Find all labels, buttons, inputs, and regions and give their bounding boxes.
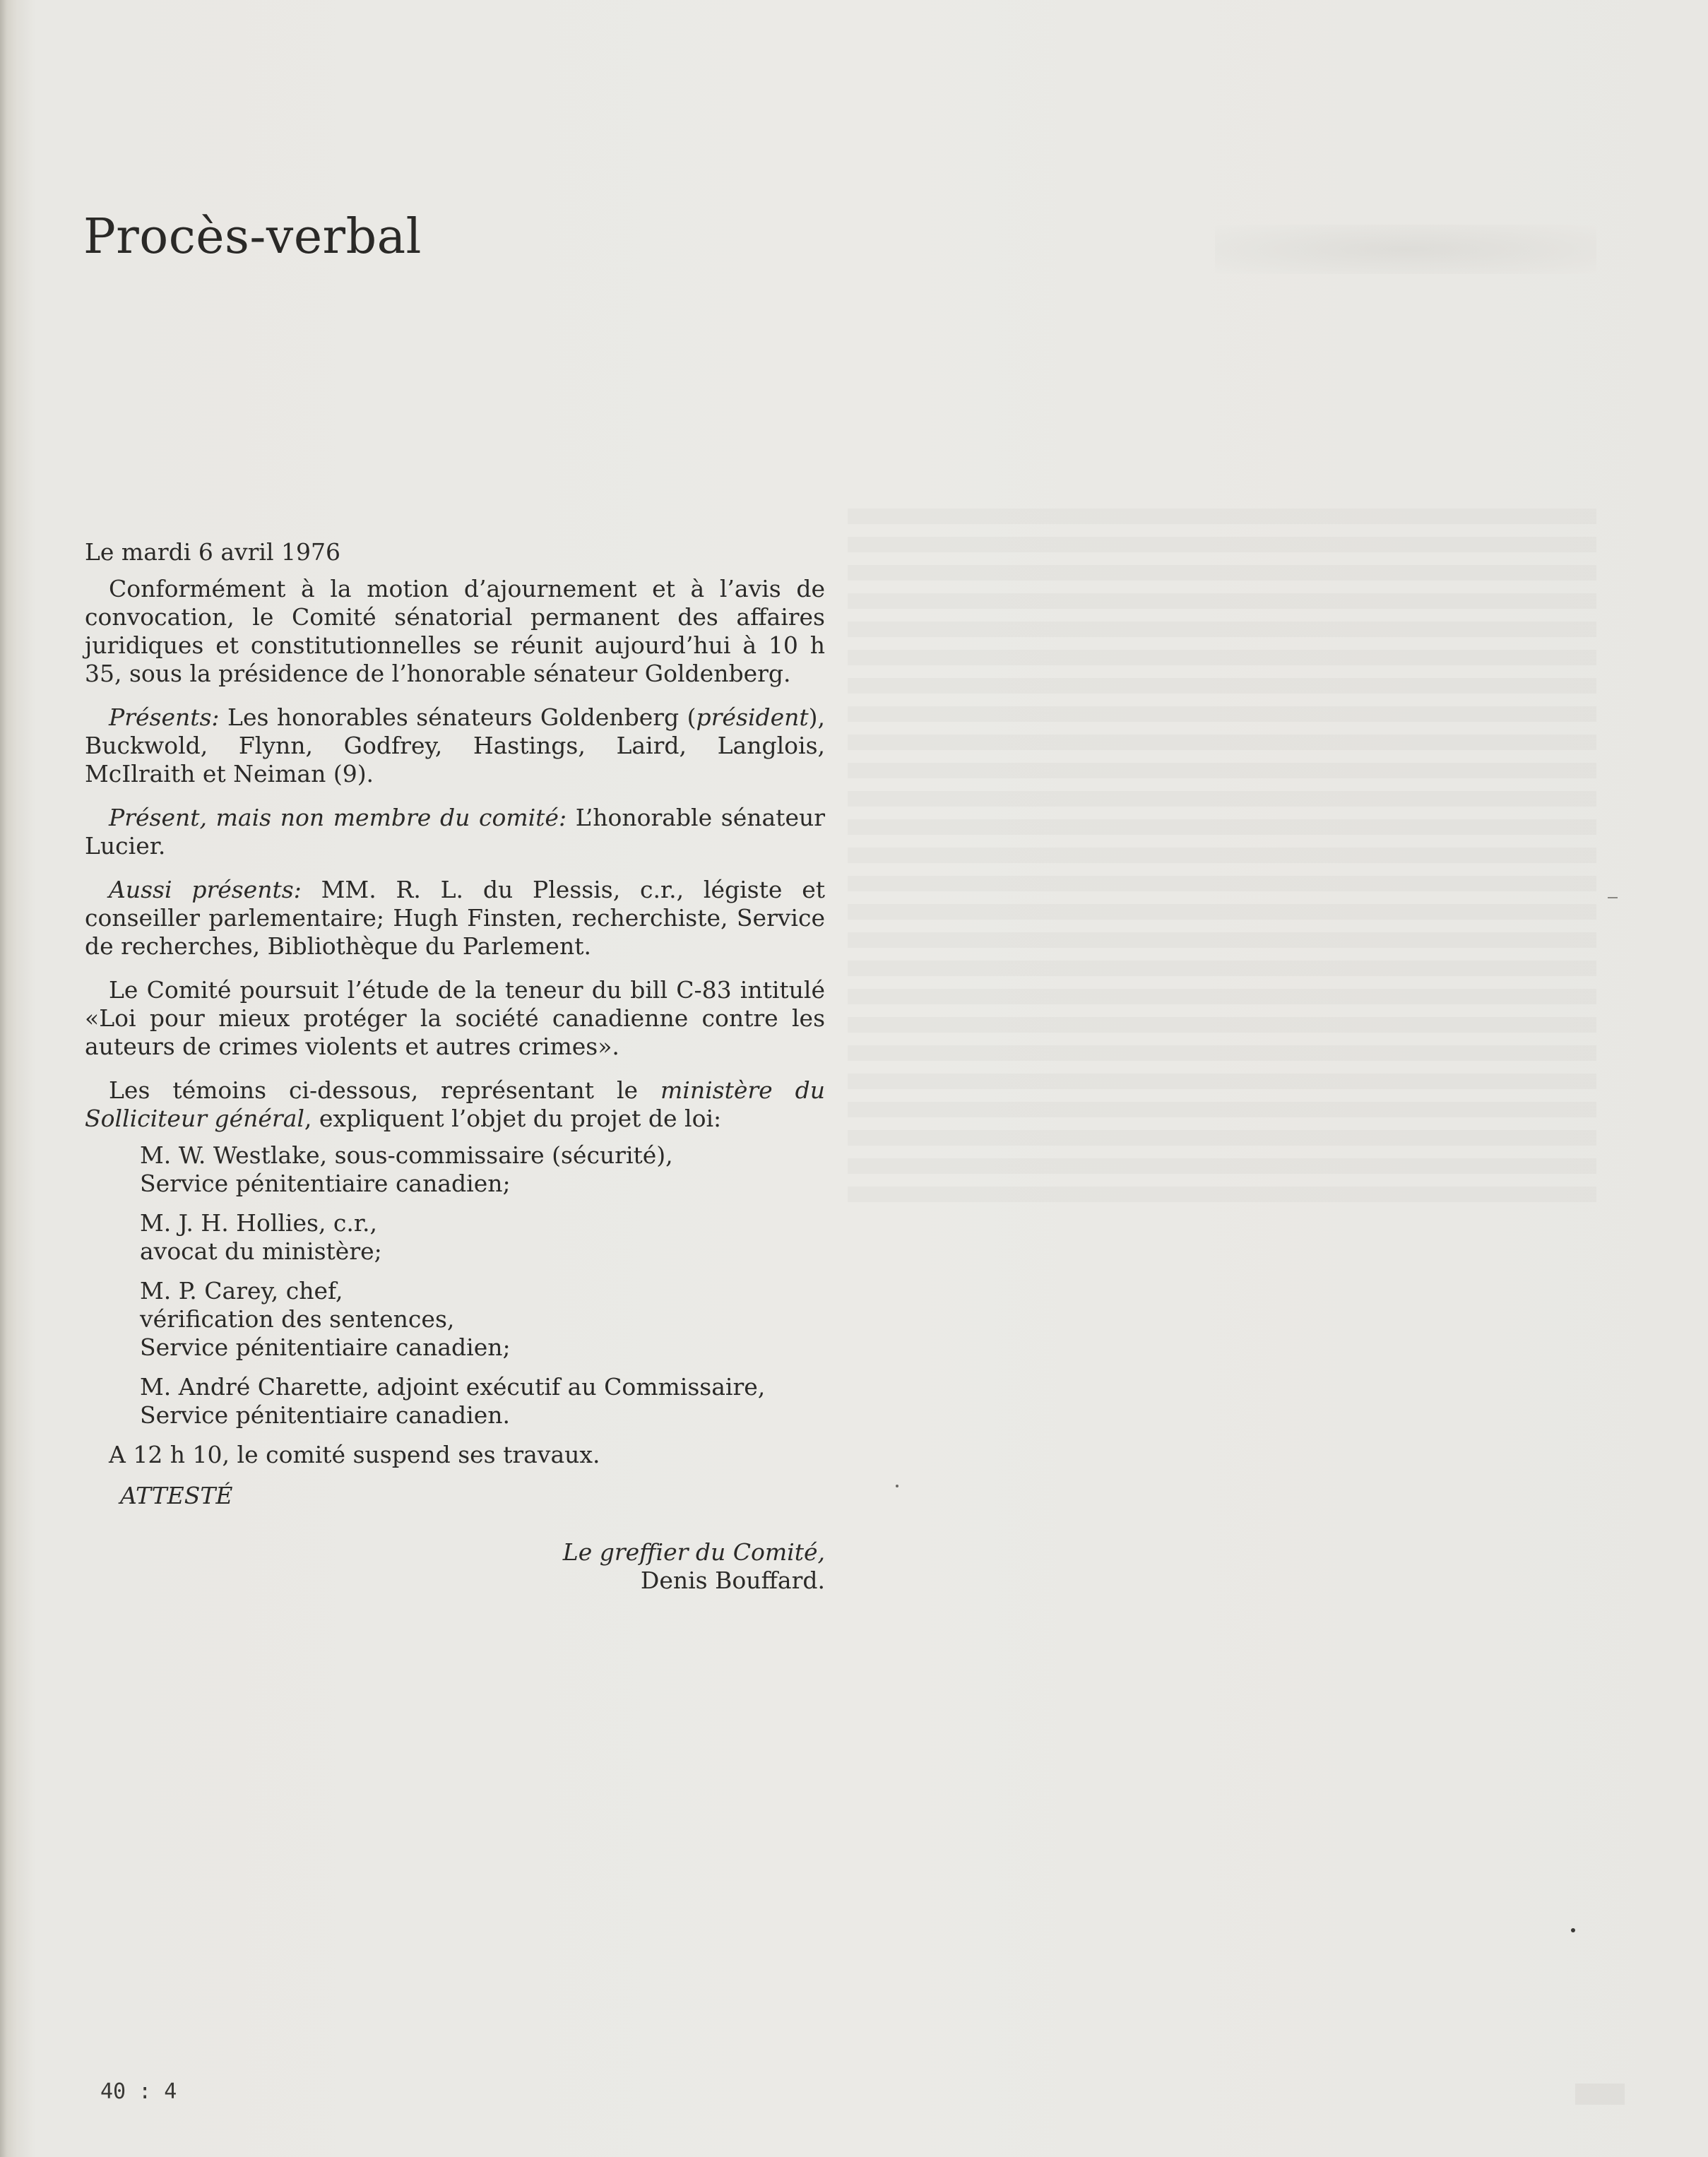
page-number: 40 : 4 — [100, 2079, 177, 2104]
ministry-name: ministère du Solliciteur général — [85, 1076, 825, 1132]
witness-line: M. André Charette, adjoint exécutif au Commissaire, — [140, 1373, 766, 1401]
show-through-title-shadow — [1215, 225, 1596, 274]
presents-label: Présents: — [109, 703, 220, 731]
adjournment-line: A 12 h 10, le comité suspend ses travaux. — [109, 1441, 600, 1468]
witnesses-intro — [85, 1076, 825, 1133]
witness-line: M. J. H. Hollies, c.r., — [140, 1209, 378, 1237]
witness-line: M. P. Carey, chef, — [140, 1277, 343, 1305]
clerk-title: Le greffier du Comité, — [562, 1538, 825, 1566]
also-present-label: Aussi présents: — [109, 876, 302, 903]
witness-line: vérification des sentences, — [140, 1305, 455, 1333]
attest-label: ATTESTÉ — [120, 1482, 233, 1509]
opening-paragraph: Conformément à la motion d’ajournement et à l’avis de convocation, le Comité sénatorial permanent des affaires juridiques et constitutionnelles se réunit aujourd’hui à 10 h 35, sous la présidence de l’honorable sénateur Goldenberg. — [85, 575, 825, 687]
witnesses-intro-text-2: , expliquent l’objet du projet de loi: — [304, 1105, 722, 1132]
page-title: Procès-verbal — [83, 209, 422, 265]
witness-line: M. W. Westlake, sous-commissaire (sécurité), — [140, 1141, 673, 1169]
presents-text-1: Les honorables sénateurs Goldenberg ( — [219, 703, 696, 731]
witness-entry — [85, 1277, 825, 1362]
witnesses-intro-text-1: Les témoins ci-dessous, représentant le — [109, 1076, 660, 1104]
binding-edge — [0, 0, 18, 2157]
non-member-label: Présent, mais non membre du comité: — [109, 804, 567, 831]
minutes-body — [85, 538, 825, 1595]
presents-role: président — [696, 703, 809, 731]
ink-speck — [896, 1485, 899, 1487]
show-through-text-shadow — [848, 509, 1596, 1215]
non-member-text: L’honorable sénateur Lucier. — [85, 804, 825, 860]
meeting-date: Le mardi 6 avril 1976 — [85, 538, 341, 566]
margin-mark — [1608, 897, 1618, 898]
witness-line: avocat du ministère; — [140, 1237, 382, 1265]
witness-line: Service pénitentiaire canadien. — [140, 1401, 510, 1429]
witness-line: Service pénitentiaire canadien; — [140, 1170, 511, 1197]
bill-paragraph: Le Comité poursuit l’étude de la teneur du bill C-83 intitulé «Loi pour mieux protéger la société canadienne contre les auteurs de crimes violents et autres crimes». — [85, 976, 825, 1060]
presents-paragraph — [85, 703, 825, 788]
presents-text-2: ), Buckwold, Flynn, Godfrey, Hastings, Laird, Langlois, McIlraith et Neiman (9). — [85, 703, 825, 788]
witness-entry — [85, 1141, 825, 1198]
show-through-folio-shadow — [1575, 2084, 1625, 2105]
witness-entry — [85, 1209, 825, 1266]
also-present-text: MM. R. L. du Plessis, c.r., légiste et conseiller parlementaire; Hugh Finsten, recherchiste, Service de recherches, Bibliothèque du Parlement. — [85, 876, 826, 960]
clerk-name: Denis Bouffard. — [640, 1567, 825, 1594]
witness-entry — [85, 1373, 825, 1430]
also-present-paragraph — [85, 876, 825, 961]
witness-line: Service pénitentiaire canadien; — [140, 1333, 511, 1361]
non-member-paragraph — [85, 804, 825, 860]
ink-speck — [1571, 1928, 1575, 1932]
